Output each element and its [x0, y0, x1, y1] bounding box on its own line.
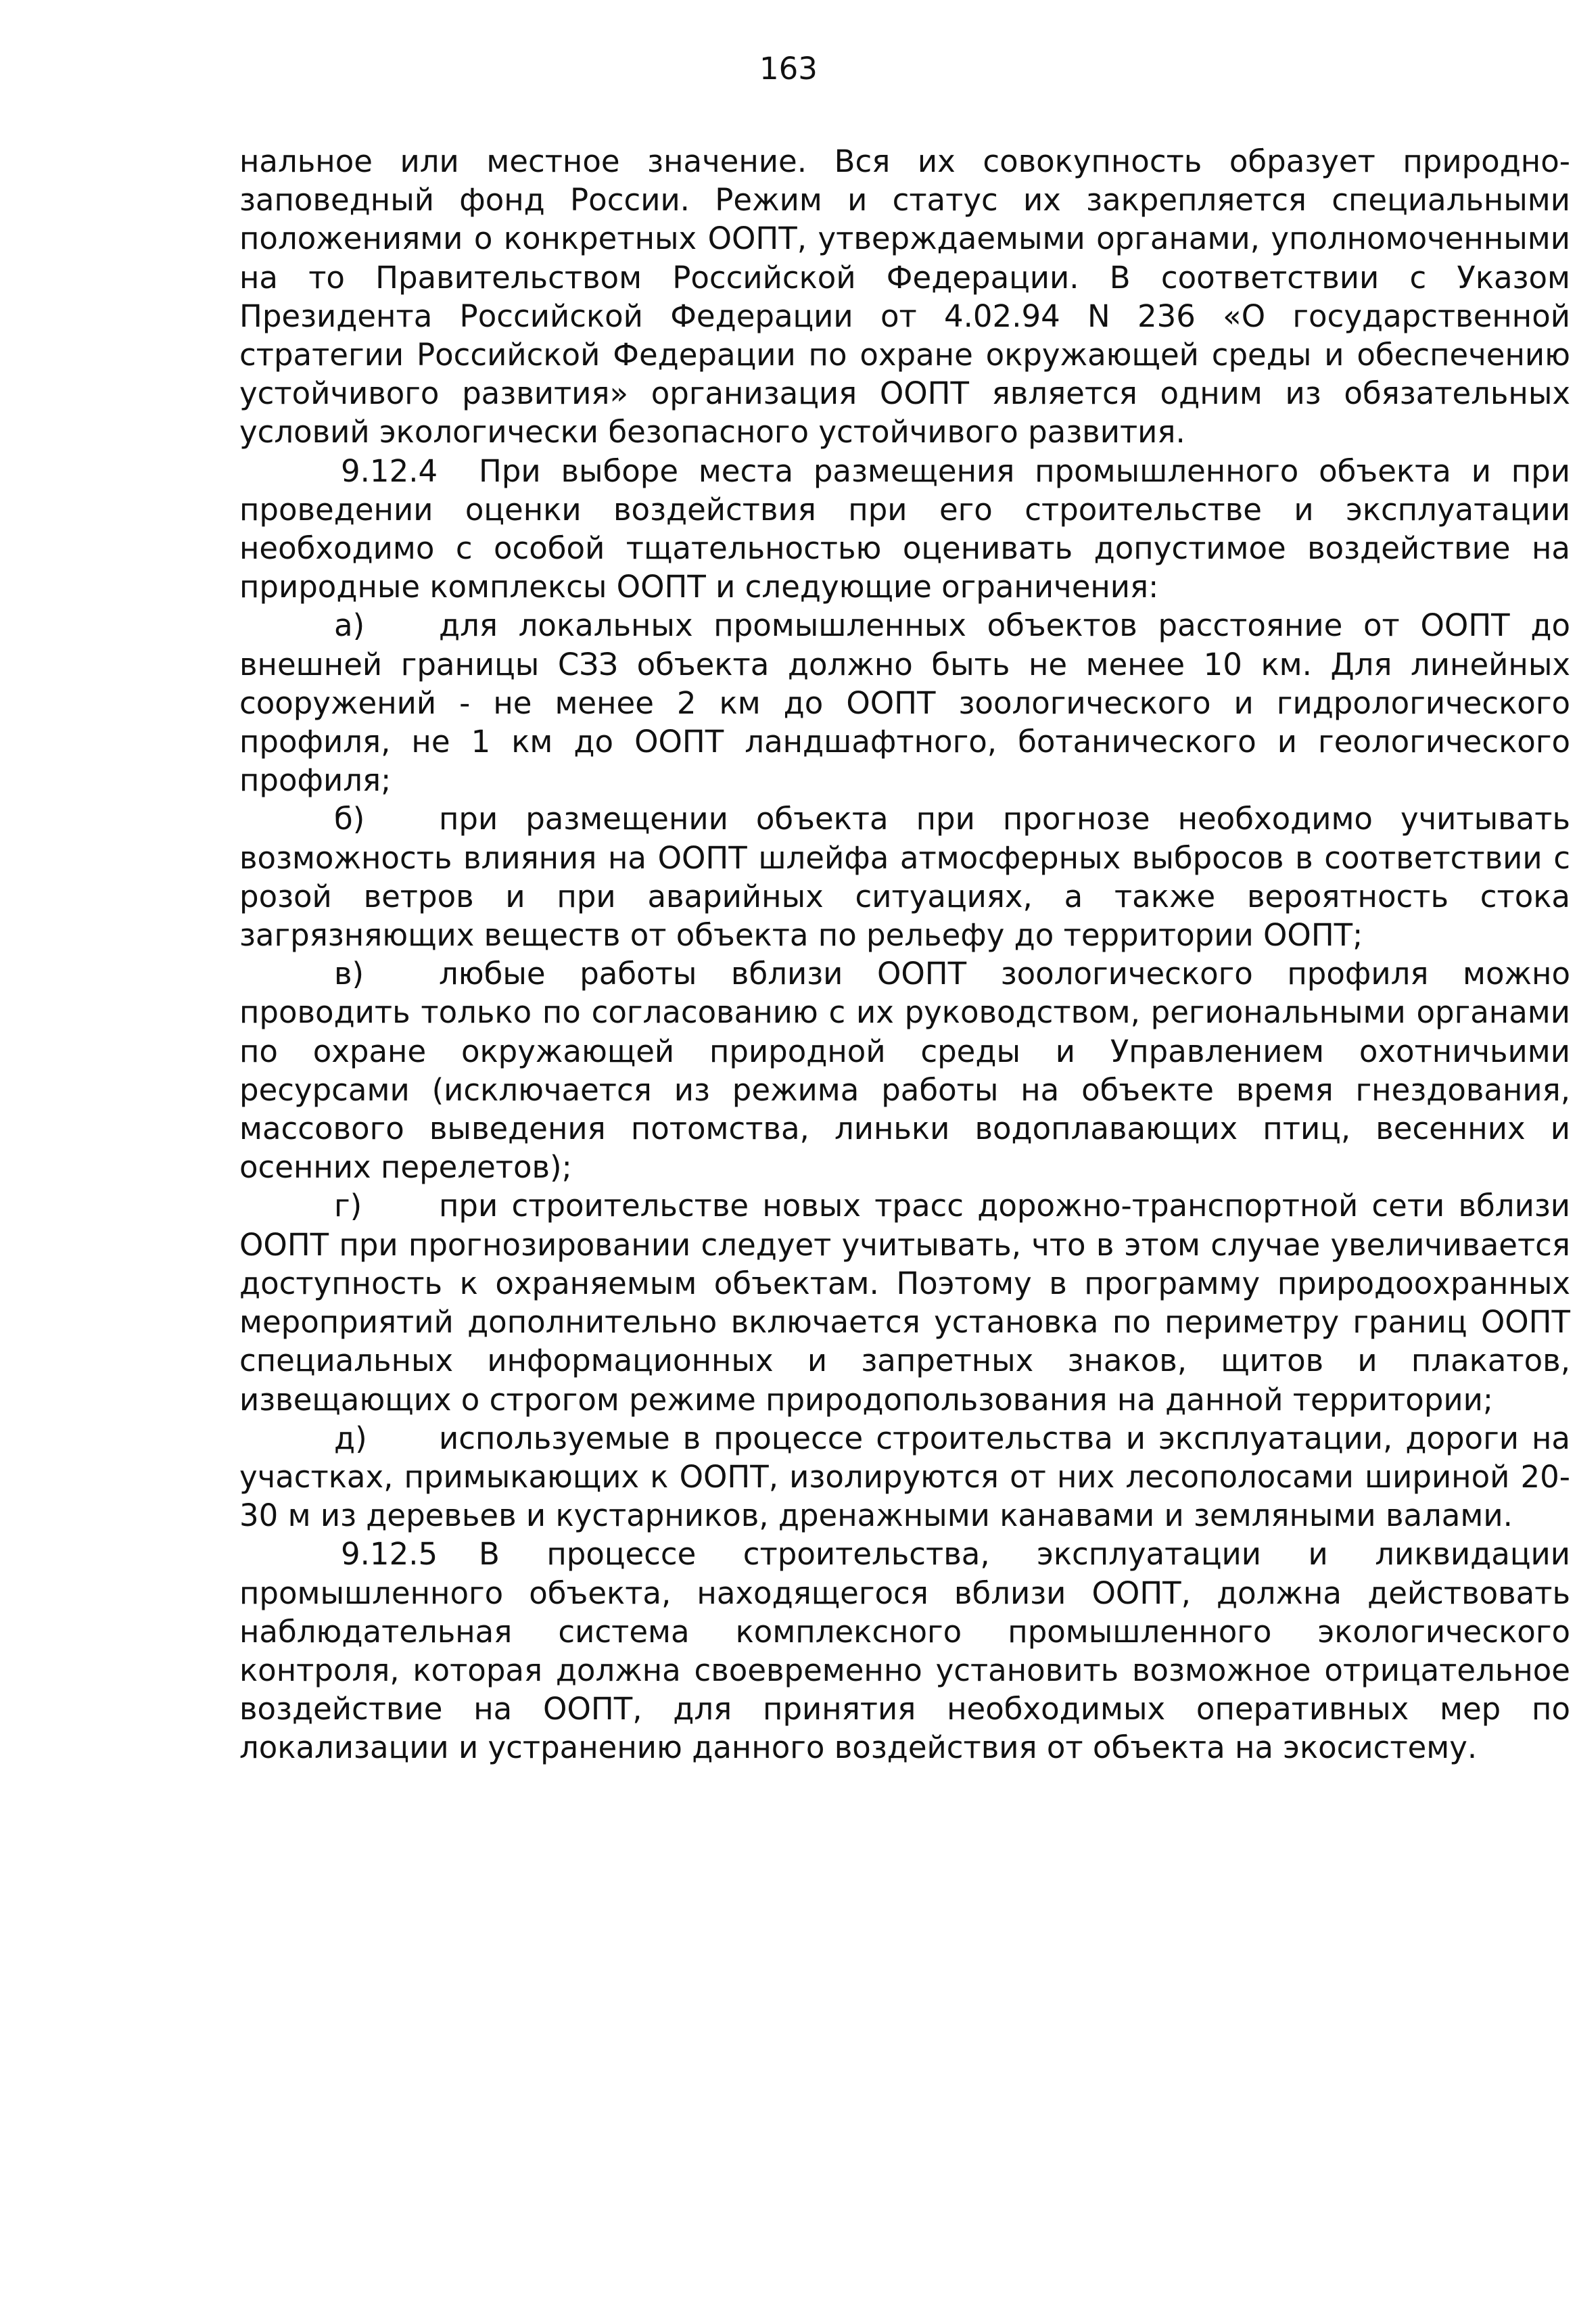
page-number: 163 — [759, 51, 818, 87]
page-body — [239, 142, 1570, 1767]
list-item — [239, 799, 1570, 954]
list-item-text: при строительстве новых трасс дорожно-транспортной сети вблизи ООПТ при прогнозировании следует учитывать, что в этом случае увеличивается доступность к охраняемым объектам. Поэтому в программу природоохранных мероприятий дополнительно включается установка по периметру границ ООПТ специальных информационных и запретных знаков, щитов и плакатов, извещающих о строгом режиме природопользования на данной территории; — [239, 1188, 1570, 1418]
list-item-marker: д) — [334, 1420, 367, 1456]
list-item-text: используемые в процессе строительства и эксплуатации, дороги на участках, примыкающих к ООПТ, изолируются от них лесополосами шириной 20-30 м из деревьев и кустарников, дренажными канавами и земляными валами. — [239, 1420, 1570, 1534]
paragraph-text: нальное или местное значение. Вся их совокупность образует природно-заповедный фонд России. Режим и статус их закрепляется специальными положениями о конкретных ООПТ, утверждаемыми органами, уполномоченными на то Правительством Российской Федерации. В соответствии с Указом Президента Российской Федерации от 4.02.94 N 236 «О государственной стратегии Российской Федерации по охране окружающей среды и обеспечению устойчивого развития» организация ООПТ является одним из обязательных условий экологически безопасного устойчивого развития. — [239, 143, 1570, 450]
list-item — [239, 954, 1570, 1186]
list-item-marker: г) — [334, 1188, 362, 1224]
clause-number: 9.12.5 — [341, 1536, 438, 1573]
list-item-text: для локальных промышленных объектов расстояние от ООПТ до внешней границы СЗЗ объекта должно быть не менее 10 км. Для линейных сооружений - не менее 2 км до ООПТ зоологического и гидрологического профиля, не 1 км до ООПТ ландшафтного, ботанического и геологического профиля; — [239, 607, 1570, 799]
intro-paragraph — [239, 142, 1570, 452]
clause-9-12-4 — [239, 452, 1570, 607]
clause-text: При выборе места размещения промышленного объекта и при проведении оценки воздействия при его строительстве и эксплуатации необходимо с особой тщательностью оценивать допустимое воздействие на природные комплексы ООПТ и следующие ограничения: — [239, 452, 1570, 605]
list-item — [239, 606, 1570, 799]
list-item-text: при размещении объекта при прогнозе необходимо учитывать возможность влияния на ООПТ шлейфа атмосферных выбросов в соответствии с розой ветров и при аварийных ситуациях, а также вероятность стока загрязняющих веществ от объекта по рельефу до территории ООПТ; — [239, 801, 1570, 954]
list-item — [239, 1419, 1570, 1535]
list-item-marker: а) — [334, 607, 365, 644]
clause-9-12-5 — [239, 1535, 1570, 1767]
clause-number: 9.12.4 — [341, 452, 438, 489]
clause-text: В процессе строительства, эксплуатации и ликвидации промышленного объекта, находящегося вблизи ООПТ, должна действовать наблюдательная система комплексного промышленного экологического контроля, которая должна своевременно установить возможное отрицательное воздействие на ООПТ, для принятия необходимых оперативных мер по локализации и устранению данного воздействия от объекта на экосистему. — [239, 1536, 1570, 1766]
list-item-text: любые работы вблизи ООПТ зоологического профиля можно проводить только по согласованию с их руководством, региональными органами по охране окружающей природной среды и Управлением охотничьими ресурсами (исключается из режима работы на объекте время гнездования, массового выведения потомства, линьки водоплавающих птиц, весенних и осенних перелетов); — [239, 956, 1570, 1186]
list-item-marker: в) — [334, 956, 364, 992]
list-item — [239, 1186, 1570, 1418]
list-item-marker: б) — [334, 801, 365, 837]
